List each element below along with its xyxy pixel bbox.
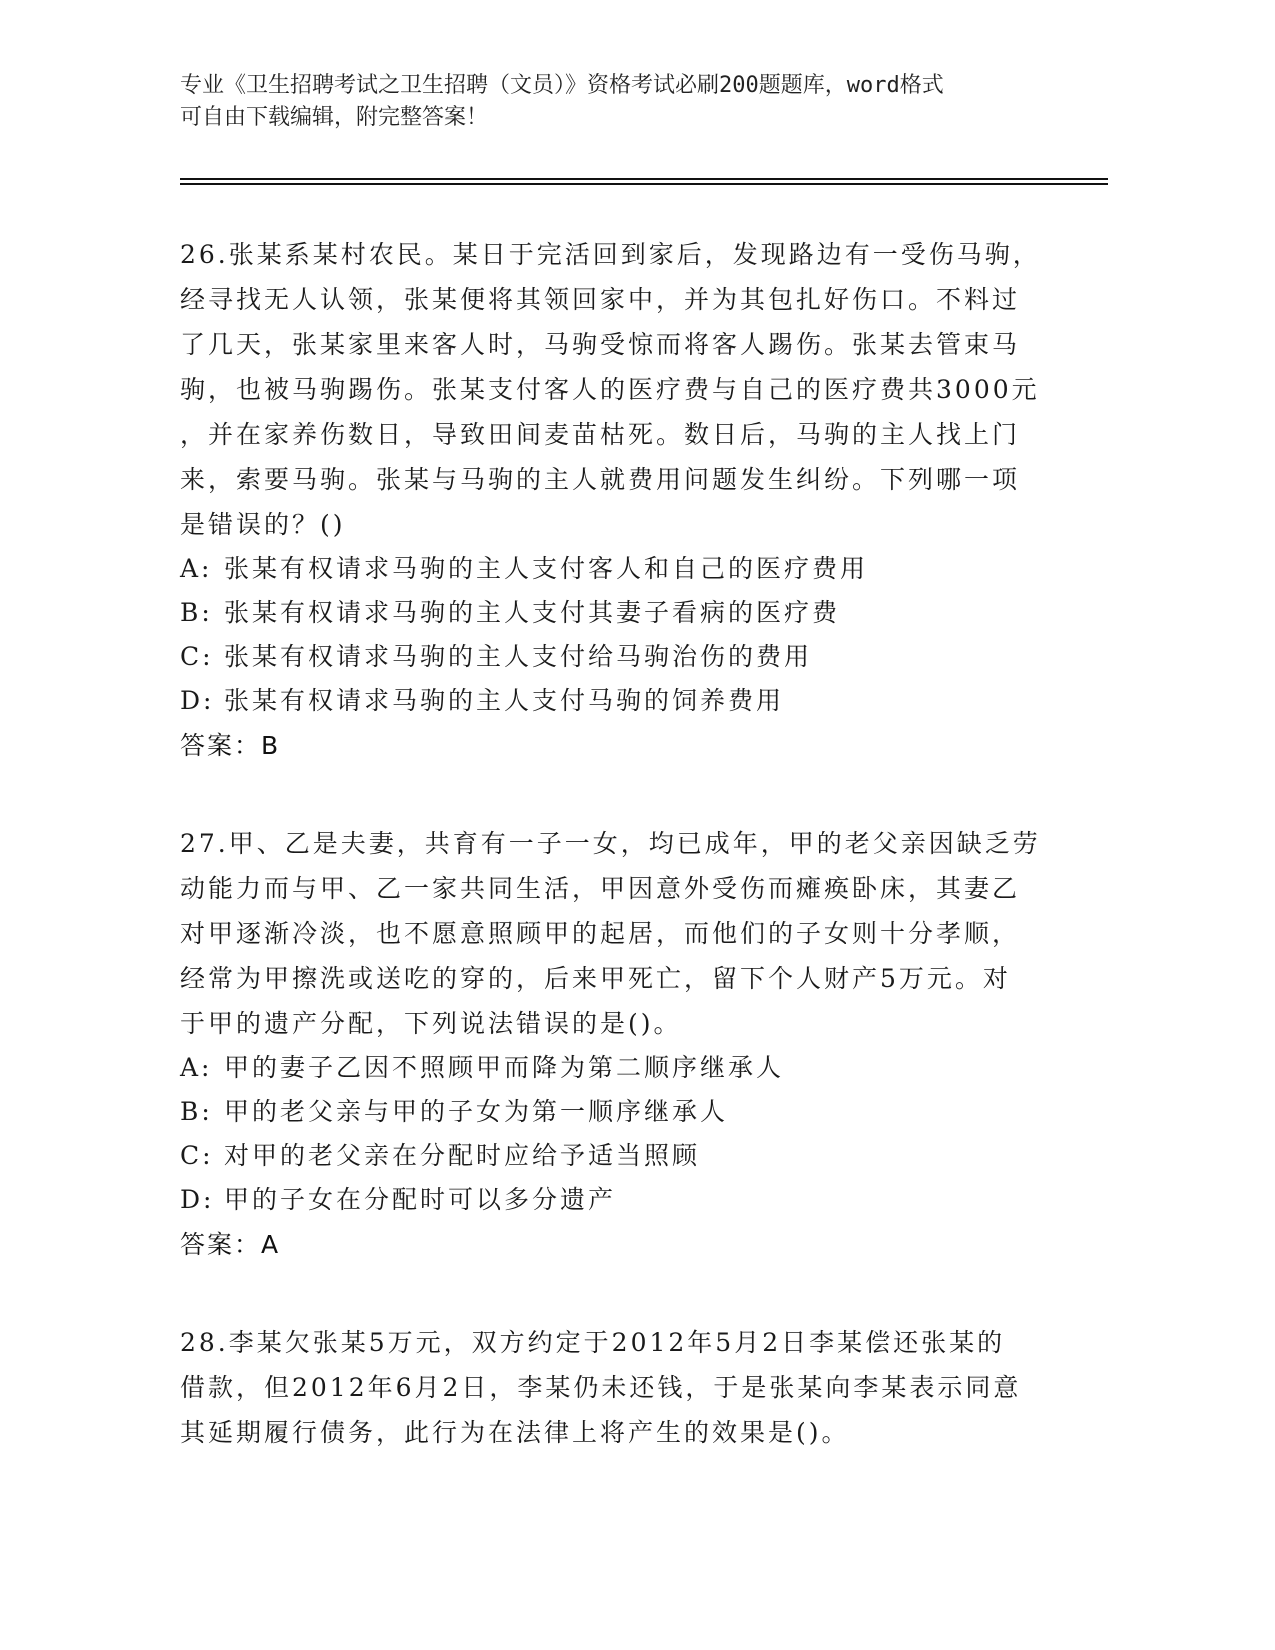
option-c bbox=[180, 1134, 1040, 1178]
option-letter: D: bbox=[180, 686, 215, 715]
stem-line: 对甲逐渐冷淡，也不愿意照顾甲的起居，而他们的子女则十分孝顺， bbox=[180, 919, 1021, 948]
option-text: 张某有权请求马驹的主人支付其妻子看病的医疗费 bbox=[224, 598, 841, 627]
question-list bbox=[180, 232, 1040, 1507]
option-c bbox=[180, 635, 1040, 679]
document-header bbox=[180, 70, 1100, 134]
question-stem bbox=[180, 821, 1040, 1046]
stem-line: 借款，但2012年6月2日，李某仍未还钱，于是张某向李某表示同意 bbox=[180, 1373, 1022, 1402]
question-28 bbox=[180, 1320, 1040, 1455]
option-letter: A: bbox=[180, 554, 213, 583]
option-letter: A: bbox=[180, 1053, 213, 1082]
stem-line: 26.张某系某村农民。某日于完活回到家后，发现路边有一受伤马驹， bbox=[180, 240, 1041, 269]
option-d bbox=[180, 679, 1040, 723]
header-divider-bottom bbox=[180, 183, 1108, 185]
option-text: 甲的老父亲与甲的子女为第一顺序继承人 bbox=[224, 1097, 729, 1126]
option-b bbox=[180, 1090, 1040, 1134]
option-text: 张某有权请求马驹的主人支付马驹的饲养费用 bbox=[224, 686, 785, 715]
stem-line: 是错误的？() bbox=[180, 510, 346, 539]
option-a bbox=[180, 547, 1040, 591]
header-line-1: 专业《卫生招聘考试之卫生招聘（文员）》资格考试必刷200题题库，word格式 bbox=[180, 73, 944, 98]
question-26 bbox=[180, 232, 1040, 769]
option-text: 张某有权请求马驹的主人支付给马驹治伤的费用 bbox=[224, 642, 813, 671]
option-text: 对甲的老父亲在分配时应给予适当照顾 bbox=[224, 1141, 701, 1170]
option-letter: B: bbox=[180, 1097, 213, 1126]
stem-line: 驹，也被马驹踢伤。张某支付客人的医疗费与自己的医疗费共3000元 bbox=[180, 375, 1040, 404]
option-text: 甲的妻子乙因不照顾甲而降为第二顺序继承人 bbox=[224, 1053, 785, 1082]
stem-line: 来，索要马驹。张某与马驹的主人就费用问题发生纠纷。下列哪一项 bbox=[180, 465, 1021, 494]
question-stem bbox=[180, 232, 1040, 547]
option-letter: C: bbox=[180, 642, 214, 671]
answer-label: 答案：A bbox=[180, 1230, 281, 1259]
header-divider-top bbox=[180, 178, 1108, 180]
question-stem bbox=[180, 1320, 1040, 1455]
stem-line: 经常为甲擦洗或送吃的穿的，后来甲死亡，留下个人财产5万元。对 bbox=[180, 964, 1011, 993]
stem-line: 其延期履行债务，此行为在法律上将产生的效果是()。 bbox=[180, 1418, 850, 1447]
stem-line: 了几天，张某家里来客人时，马驹受惊而将客人踢伤。张某去管束马 bbox=[180, 330, 1021, 359]
stem-line: 27.甲、乙是夫妻，共育有一子一女，均已成年，甲的老父亲因缺乏劳 bbox=[180, 829, 1041, 858]
answer-label: 答案：B bbox=[180, 731, 281, 760]
question-27 bbox=[180, 821, 1040, 1268]
option-text: 张某有权请求马驹的主人支付客人和自己的医疗费用 bbox=[224, 554, 869, 583]
stem-line: ，并在家养伤数日，导致田间麦苗枯死。数日后，马驹的主人找上门 bbox=[180, 420, 1021, 449]
option-a bbox=[180, 1046, 1040, 1090]
stem-line: 于甲的遗产分配，下列说法错误的是()。 bbox=[180, 1009, 682, 1038]
option-b bbox=[180, 591, 1040, 635]
option-d bbox=[180, 1178, 1040, 1222]
header-line-2: 可自由下载编辑，附完整答案！ bbox=[180, 105, 489, 130]
stem-line: 28.李某欠张某5万元，双方约定于2012年5月2日李某偿还张某的 bbox=[180, 1328, 1006, 1357]
stem-line: 动能力而与甲、乙一家共同生活，甲因意外受伤而瘫痪卧床，其妻乙 bbox=[180, 874, 1021, 903]
option-letter: C: bbox=[180, 1141, 214, 1170]
option-text: 甲的子女在分配时可以多分遗产 bbox=[224, 1185, 617, 1214]
stem-line: 经寻找无人认领，张某便将其领回家中，并为其包扎好伤口。不料过 bbox=[180, 285, 1021, 314]
option-letter: D: bbox=[180, 1185, 215, 1214]
option-letter: B: bbox=[180, 598, 213, 627]
